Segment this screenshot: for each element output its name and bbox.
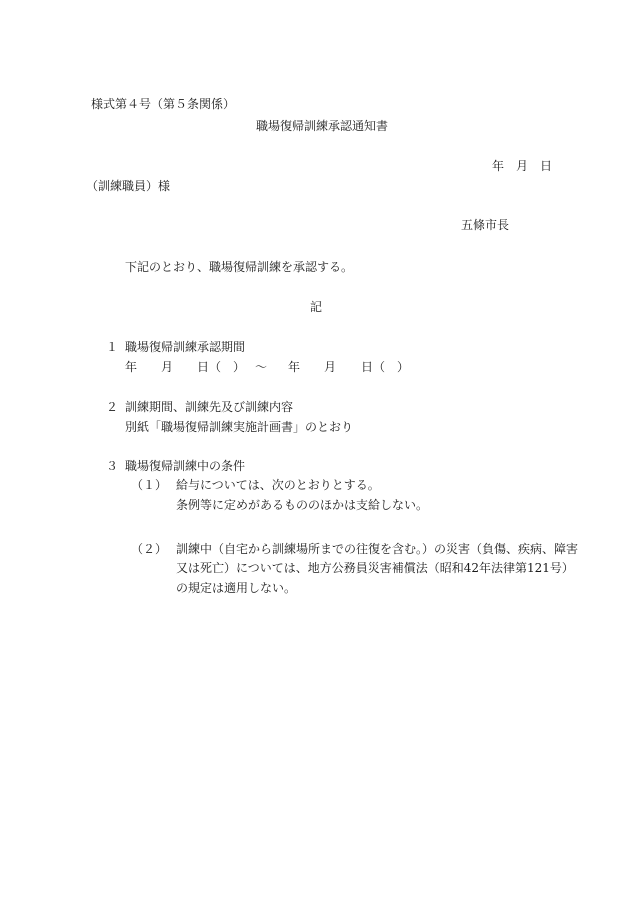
condition-1-line: 条例等に定めがあるもののほかは支給しない。: [176, 498, 429, 512]
ki-mark: 記: [310, 300, 323, 314]
start-year: 年: [125, 360, 138, 374]
date-line: 年 月 日: [492, 159, 553, 173]
start-day: 日（ ）: [197, 360, 246, 374]
condition-2-line: の規定は適用しない。: [176, 581, 297, 595]
start-month: 月: [161, 360, 174, 374]
end-day: 日（ ）: [361, 360, 410, 374]
document-title: 職場復帰訓練承認通知書: [256, 119, 389, 133]
condition-2-line: 又は死亡）については、地方公務員災害補償法（昭和42年法律第121号）: [176, 561, 574, 575]
section-2-heading: 訓練期間、訓練先及び訓練内容: [125, 400, 294, 414]
condition-2-line: 訓練中（自宅から訓練場所までの往復を含む。）の災害（負傷、疾病、障害: [176, 542, 579, 556]
condition-1-line: 給与については、次のとおりとする。: [176, 478, 380, 492]
end-year: 年: [288, 360, 301, 374]
recipient: （訓練職員）様: [86, 179, 171, 193]
condition-1-number: （１）: [131, 478, 168, 492]
section-2-number: ２: [106, 400, 119, 414]
issuer: 五條市長: [461, 218, 510, 232]
section-1-heading: 職場復帰訓練承認期間: [125, 340, 246, 354]
section-3-heading: 職場復帰訓練中の条件: [125, 459, 246, 473]
period-tilde: ～: [255, 360, 268, 374]
intro-text: 下記のとおり、職場復帰訓練を承認する。: [125, 260, 354, 274]
section-1-number: １: [106, 340, 119, 354]
section-3-number: ３: [106, 459, 119, 473]
condition-2-number: （２）: [131, 542, 168, 556]
end-month: 月: [324, 360, 337, 374]
form-number: 様式第４号（第５条関係）: [91, 97, 236, 111]
section-2-detail: 別紙「職場復帰訓練実施計画書」のとおり: [125, 420, 354, 434]
